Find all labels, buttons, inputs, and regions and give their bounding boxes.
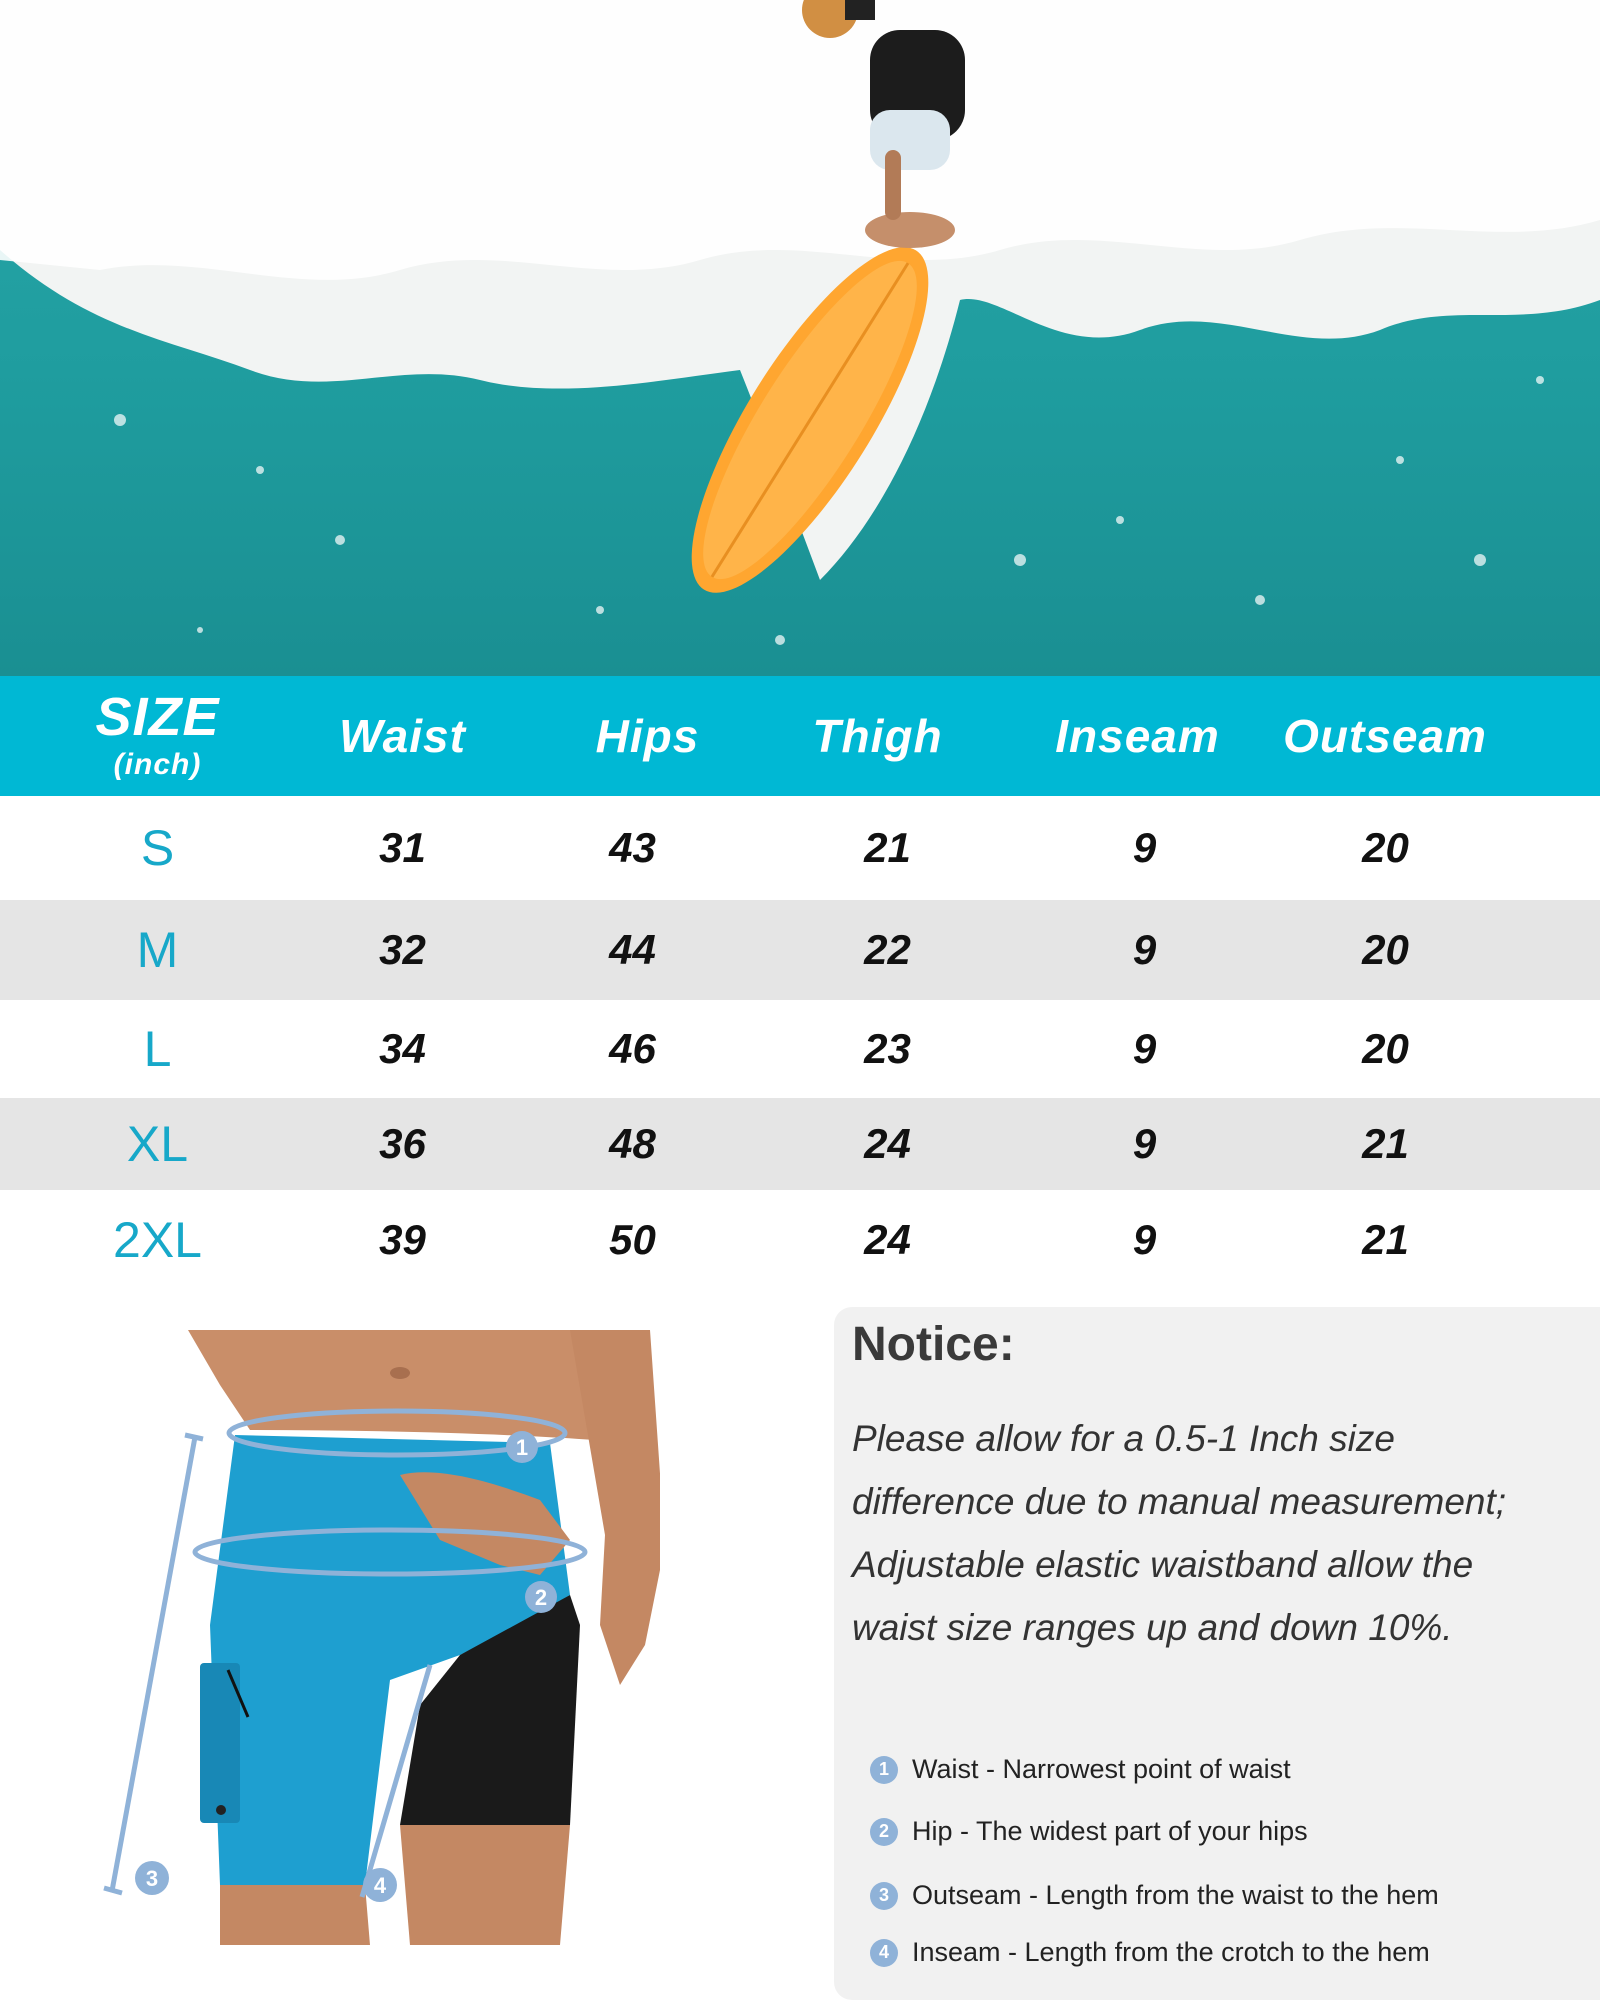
table-row	[0, 900, 1600, 1000]
cell-outseam: 20	[1362, 926, 1409, 973]
notice-line: Please allow for a 0.5-1 Inch size	[852, 1418, 1395, 1459]
cell-inseam: 9	[1132, 824, 1157, 871]
table-row	[0, 1000, 1600, 1098]
header-size	[60, 676, 255, 796]
shorts-measurement-diagram	[100, 1325, 660, 1950]
table-row	[0, 796, 1600, 900]
legend-text: Outseam - Length from the waist to the hem	[912, 1880, 1439, 1910]
size-table-header	[0, 676, 1600, 796]
marker-2-icon	[525, 1581, 557, 1613]
header-size-label: SIZE	[95, 687, 220, 747]
notice-panel	[834, 1307, 1600, 2000]
row-size: L	[143, 1021, 172, 1077]
cell-waist: 39	[379, 1216, 426, 1263]
header-outseam: Outseam	[1283, 710, 1487, 762]
notice-body	[852, 1407, 1592, 1659]
svg-text:3: 3	[145, 1866, 159, 1891]
legend-text: Inseam - Length from the crotch to the hem	[912, 1937, 1430, 1967]
notice-line: Adjustable elastic waistband allow the	[852, 1544, 1474, 1585]
cell-inseam: 9	[1132, 1216, 1157, 1263]
cell-thigh: 23	[864, 1025, 911, 1072]
cell-inseam: 9	[1132, 1025, 1157, 1072]
svg-text:2: 2	[534, 1585, 548, 1610]
svg-text:4: 4	[373, 1873, 387, 1898]
legend-number-icon: 4	[870, 1939, 898, 1967]
cell-hips: 44	[609, 926, 656, 973]
svg-text:1: 1	[515, 1435, 529, 1460]
cell-waist: 34	[379, 1025, 426, 1072]
notice-line: waist size ranges up and down 10%.	[852, 1607, 1453, 1648]
marker-4-icon	[363, 1868, 397, 1902]
marker-1-icon	[506, 1431, 538, 1463]
cell-hips: 48	[609, 1120, 656, 1167]
table-row	[0, 1098, 1600, 1190]
legend-item-outseam	[870, 1880, 1439, 1911]
legend-item-inseam	[870, 1937, 1430, 1968]
cell-inseam: 9	[1132, 1120, 1157, 1167]
cell-waist: 36	[379, 1120, 426, 1167]
cell-inseam: 9	[1132, 926, 1157, 973]
cell-waist: 32	[379, 926, 426, 973]
notice-line: difference due to manual measurement;	[852, 1481, 1507, 1522]
arm-right	[570, 1330, 660, 1685]
cell-thigh: 24	[864, 1216, 911, 1263]
cell-outseam: 21	[1362, 1216, 1409, 1263]
table-row	[0, 1190, 1600, 1290]
marker-3-icon	[135, 1861, 169, 1895]
cell-waist: 31	[379, 824, 426, 871]
notice-title: Notice:	[852, 1318, 1015, 1371]
header-thigh: Thigh	[812, 710, 943, 762]
cell-thigh: 21	[864, 824, 911, 871]
row-size: M	[136, 922, 179, 978]
legend-item-hip	[870, 1816, 1308, 1847]
legend-item-waist	[870, 1754, 1291, 1785]
header-hips: Hips	[595, 710, 700, 762]
row-size: XL	[126, 1116, 189, 1172]
header-size-unit: (inch)	[113, 748, 202, 781]
cell-outseam: 21	[1362, 1120, 1409, 1167]
legend-number-icon: 3	[870, 1882, 898, 1910]
outseam-measure-line	[112, 1437, 195, 1891]
legend-text: Waist - Narrowest point of waist	[912, 1754, 1291, 1784]
row-size: 2XL	[113, 1212, 202, 1268]
header-waist: Waist	[339, 710, 466, 762]
legend-text: Hip - The widest part of your hips	[912, 1816, 1308, 1846]
cell-thigh: 24	[864, 1120, 911, 1167]
cell-hips: 50	[609, 1216, 656, 1263]
row-size: S	[140, 820, 175, 876]
cell-hips: 46	[609, 1025, 656, 1072]
legend-number-icon: 2	[870, 1818, 898, 1846]
legend-number-icon: 1	[870, 1756, 898, 1784]
header-inseam: Inseam	[1055, 710, 1220, 762]
hero-photo-surfer	[0, 0, 1600, 676]
cell-thigh: 22	[864, 926, 911, 973]
cell-outseam: 20	[1362, 1025, 1409, 1072]
cell-outseam: 20	[1362, 824, 1409, 871]
cell-hips: 43	[609, 824, 656, 871]
